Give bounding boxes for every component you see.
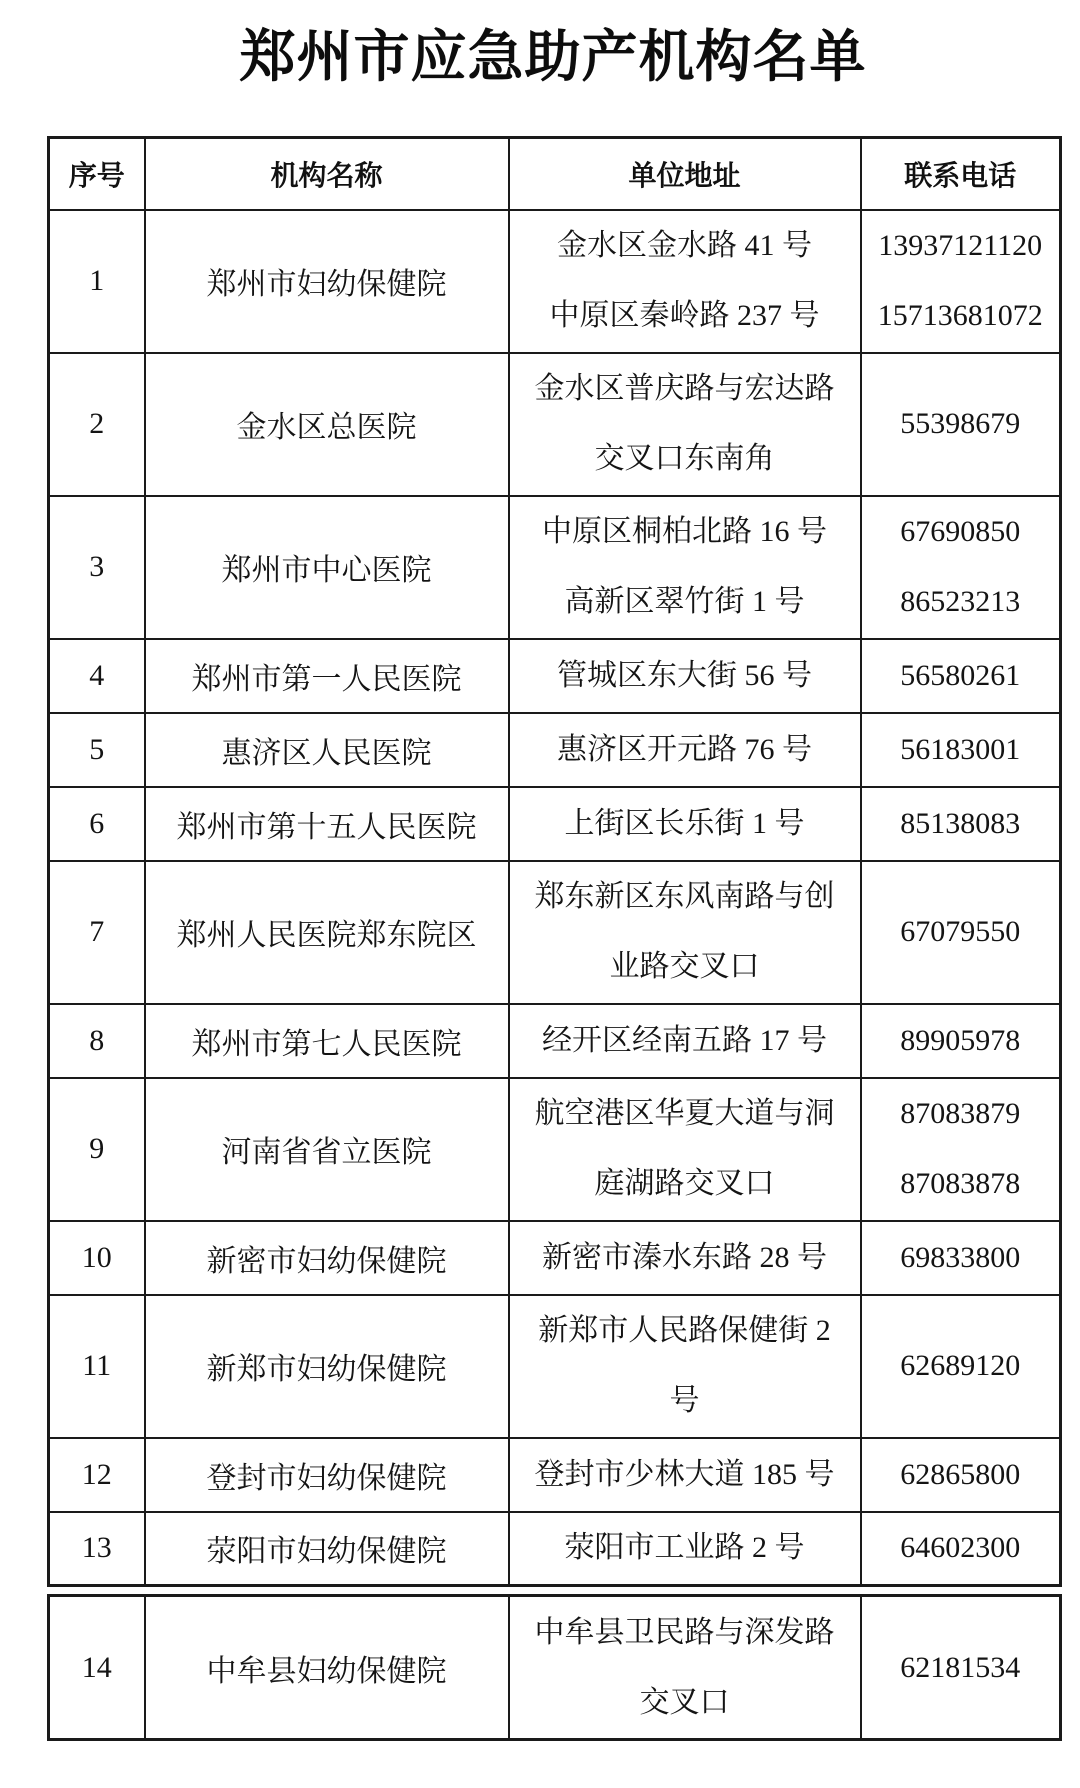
address-line: 高新区翠竹街 1 号 <box>564 585 805 618</box>
header-cell-num: 序号 <box>49 138 145 210</box>
phone-cell <box>861 787 1061 861</box>
address-line: 庭湖路交叉口 <box>594 1167 775 1200</box>
phone-line: 67079550 <box>900 915 1021 948</box>
table-row <box>49 353 1061 496</box>
row-number-cell: 1 <box>49 210 145 353</box>
phone-line: 55398679 <box>900 407 1021 440</box>
phone-cell <box>861 713 1061 787</box>
address-cell <box>509 713 861 787</box>
institutions-table-continued <box>47 1594 1062 1741</box>
row-number-cell: 6 <box>49 787 145 861</box>
address-line: 中原区秦岭路 237 号 <box>549 299 820 332</box>
phone-line: 67690850 <box>900 515 1021 548</box>
row-number-cell: 14 <box>49 1596 145 1740</box>
header-cell-address: 单位地址 <box>509 138 861 210</box>
row-number-cell: 2 <box>49 353 145 496</box>
phone-line: 69833800 <box>900 1240 1021 1274</box>
address-cell <box>509 1295 861 1438</box>
table-row <box>49 639 1061 713</box>
address-line: 惠济区开元路 76 号 <box>557 732 812 766</box>
row-number-cell: 7 <box>49 861 145 1004</box>
address-cell <box>509 1078 861 1221</box>
address-cell <box>509 639 861 713</box>
phone-cell <box>861 639 1061 713</box>
phone-cell <box>861 496 1061 639</box>
address-line: 上街区长乐街 1 号 <box>564 806 805 840</box>
address-line: 交叉口东南角 <box>594 442 775 475</box>
institution-name-cell: 中牟县妇幼保健院 <box>145 1596 509 1740</box>
address-line: 交叉口 <box>639 1685 730 1719</box>
address-cell <box>509 1004 861 1078</box>
phone-line: 15713681072 <box>877 299 1043 332</box>
phone-line: 62865800 <box>900 1457 1021 1491</box>
table-row <box>49 861 1061 1004</box>
phone-line: 56183001 <box>900 732 1021 766</box>
phone-cell <box>861 1221 1061 1295</box>
row-number-cell: 11 <box>49 1295 145 1438</box>
phone-line: 87083878 <box>900 1167 1021 1200</box>
address-line: 新密市溱水东路 28 号 <box>542 1240 827 1274</box>
phone-cell <box>861 210 1061 353</box>
address-cell <box>509 1221 861 1295</box>
address-cell <box>509 787 861 861</box>
institution-name-cell: 新郑市妇幼保健院 <box>145 1295 509 1438</box>
address-cell <box>509 496 861 639</box>
row-number-cell: 13 <box>49 1512 145 1586</box>
phone-line: 89905978 <box>900 1023 1021 1057</box>
table-row <box>49 496 1061 639</box>
institution-name-cell: 郑州市第一人民医院 <box>145 639 509 713</box>
phone-cell <box>861 1438 1061 1512</box>
address-line: 金水区金水路 41 号 <box>557 229 812 262</box>
address-line: 荥阳市工业路 2 号 <box>564 1531 805 1565</box>
phone-line: 86523213 <box>900 585 1021 618</box>
institution-name-cell: 郑州市第十五人民医院 <box>145 787 509 861</box>
address-line: 金水区普庆路与宏达路 <box>534 372 835 405</box>
address-line: 经开区经南五路 17 号 <box>542 1023 827 1057</box>
row-number-cell: 5 <box>49 713 145 787</box>
phone-cell <box>861 353 1061 496</box>
institution-name-cell: 惠济区人民医院 <box>145 713 509 787</box>
address-line: 航空港区华夏大道与洞 <box>534 1097 835 1130</box>
row-number-cell: 4 <box>49 639 145 713</box>
address-cell <box>509 861 861 1004</box>
address-line: 登封市少林大道 185 号 <box>534 1457 835 1491</box>
address-line: 号 <box>669 1384 700 1417</box>
institutions-table <box>47 136 1062 1587</box>
address-cell <box>509 1512 861 1586</box>
phone-cell <box>861 1596 1061 1740</box>
address-line: 郑东新区东风南路与创 <box>534 880 835 913</box>
address-line: 中牟县卫民路与深发路 <box>534 1615 835 1649</box>
phone-cell <box>861 1512 1061 1586</box>
row-number-cell: 9 <box>49 1078 145 1221</box>
table-row <box>49 1438 1061 1512</box>
phone-line: 62181534 <box>900 1650 1021 1684</box>
institution-name-cell: 登封市妇幼保健院 <box>145 1438 509 1512</box>
table-row <box>49 1295 1061 1438</box>
table-row <box>49 787 1061 861</box>
address-cell <box>509 1596 861 1740</box>
institution-name-cell: 郑州市妇幼保健院 <box>145 210 509 353</box>
phone-cell <box>861 1078 1061 1221</box>
institution-name-cell: 郑州市第七人民医院 <box>145 1004 509 1078</box>
table-row <box>49 1004 1061 1078</box>
institution-name-cell: 河南省省立医院 <box>145 1078 509 1221</box>
document-page <box>0 26 1080 1788</box>
table-header-row <box>49 138 1061 210</box>
row-number-cell: 10 <box>49 1221 145 1295</box>
table-row <box>49 1596 1061 1740</box>
table-row <box>49 1512 1061 1586</box>
institution-name-cell: 新密市妇幼保健院 <box>145 1221 509 1295</box>
table-row <box>49 713 1061 787</box>
address-line: 业路交叉口 <box>609 950 760 983</box>
institution-name-cell: 荥阳市妇幼保健院 <box>145 1512 509 1586</box>
header-cell-phone: 联系电话 <box>861 138 1061 210</box>
header-cell-name: 机构名称 <box>145 138 509 210</box>
institution-name-cell: 金水区总医院 <box>145 353 509 496</box>
institution-name-cell: 郑州人民医院郑东院区 <box>145 861 509 1004</box>
address-cell <box>509 1438 861 1512</box>
phone-cell <box>861 1295 1061 1438</box>
phone-line: 62689120 <box>900 1349 1021 1382</box>
phone-line: 56580261 <box>900 658 1021 692</box>
phone-line: 13937121120 <box>878 229 1043 262</box>
address-line: 中原区桐柏北路 16 号 <box>542 515 827 548</box>
row-number-cell: 8 <box>49 1004 145 1078</box>
address-line: 新郑市人民路保健街 2 <box>538 1314 831 1347</box>
phone-line: 85138083 <box>900 806 1021 840</box>
row-number-cell: 12 <box>49 1438 145 1512</box>
page-title: 郑州市应急助产机构名单 <box>239 27 867 89</box>
table-row <box>49 1078 1061 1221</box>
phone-line: 64602300 <box>900 1531 1021 1565</box>
institution-name-cell: 郑州市中心医院 <box>145 496 509 639</box>
phone-line: 87083879 <box>900 1097 1021 1130</box>
address-cell <box>509 353 861 496</box>
table-row <box>49 210 1061 353</box>
table-row <box>49 1221 1061 1295</box>
address-cell <box>509 210 861 353</box>
phone-cell <box>861 861 1061 1004</box>
phone-cell <box>861 1004 1061 1078</box>
row-number-cell: 3 <box>49 496 145 639</box>
address-line: 管城区东大街 56 号 <box>557 658 812 692</box>
